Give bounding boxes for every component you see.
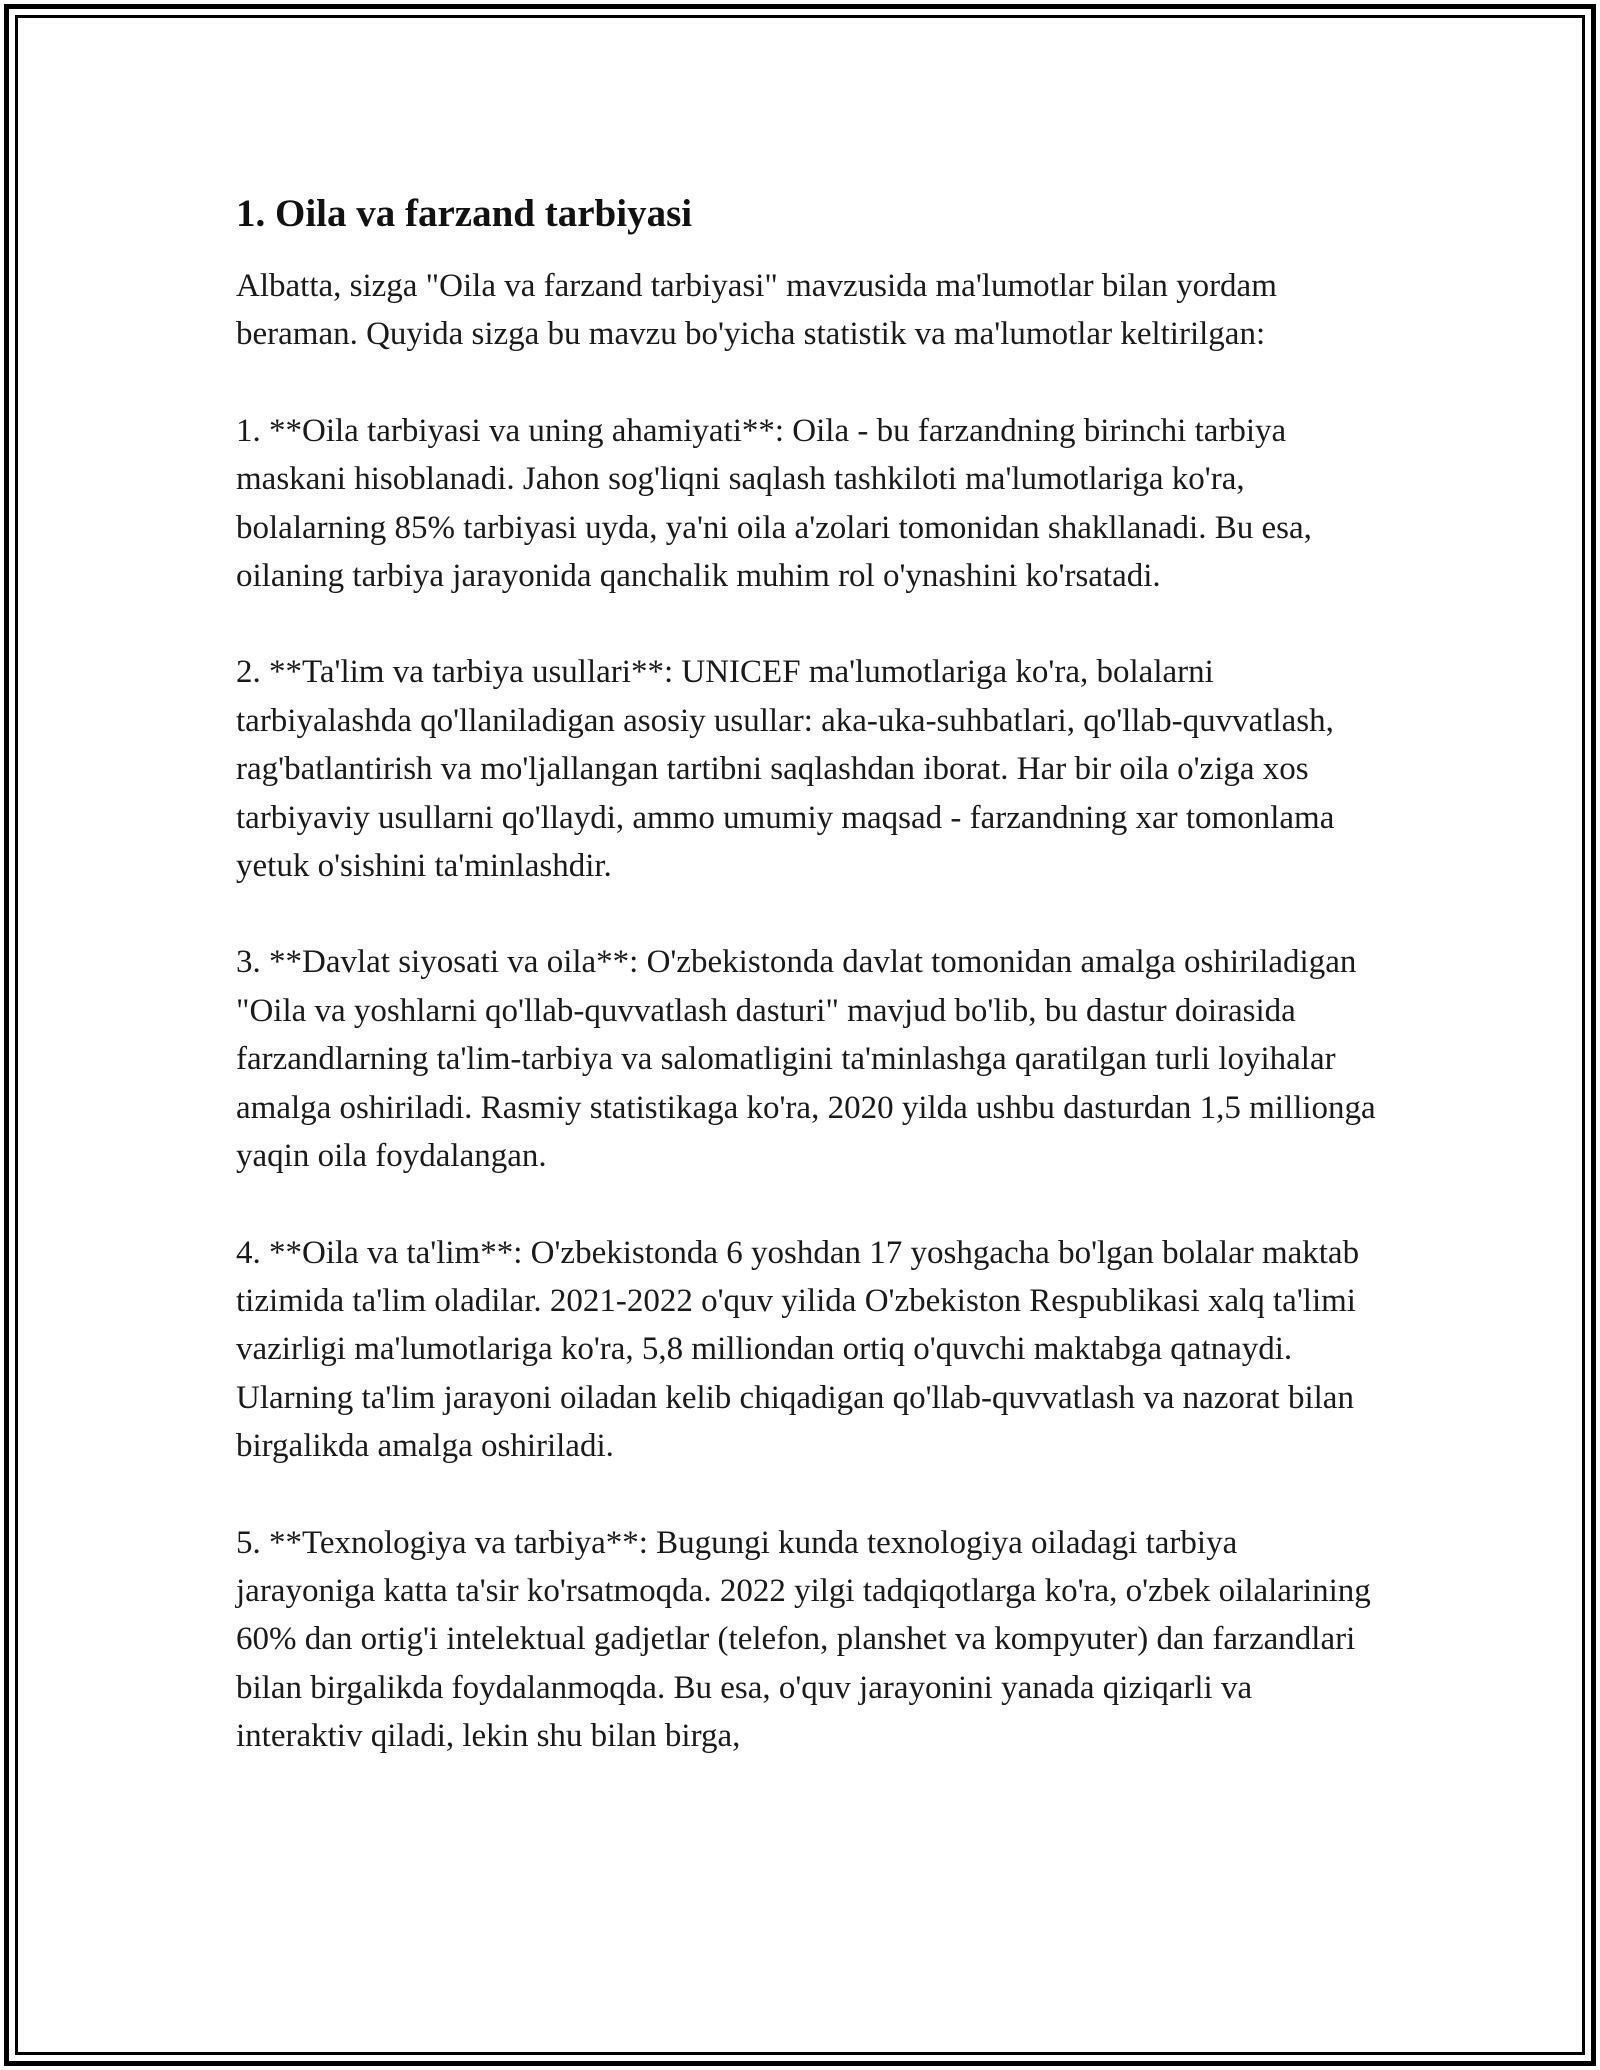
- intro-paragraph: Albatta, sizga "Oila va farzand tarbiyasi" mavzusida ma'lumotlar bilan yordam beraman. Quyida sizga bu mavzu bo'yicha statistik va ma'lumotlar keltirilgan:: [236, 268, 1277, 353]
- document-title: 1. Oila va farzand tarbiyasi: [236, 192, 693, 235]
- paragraph-family-upbringing: 1. **Oila tarbiyasi va uning ahamiyati**: Oila - bu farzandning birinchi tarbiya maskani hisoblanadi. Jahon sog'liqni saqlash tashkiloti ma'lumotlariga ko'ra, bolalarning 85% tarbiyasi uyda, ya'ni oila a'zolari tomonidan shakllanadi. Bu esa, oilaning tarbiya jarayonida qanchalik muhim rol o'ynashini ko'rsatadi.: [236, 412, 1312, 595]
- paragraph-education-methods: 2. **Ta'lim va tarbiya usullari**: UNICEF ma'lumotlariga ko'ra, bolalarni tarbiyalashda qo'llaniladigan asosiy usullar: aka-uka-suhbatlari, qo'llab-quvvatlash, rag'batlantirish va mo'ljallangan tartibni saqlashdan iborat. Har bir oila o'ziga xos tarbiyaviy usullarni qo'llaydi, ammo umumiy maqsad - farzandning xar tomonlama yetuk o'sishini ta'minlashdir.: [236, 654, 1335, 885]
- paragraph-family-education: 4. **Oila va ta'lim**: O'zbekistonda 6 yoshdan 17 yoshgacha bo'lgan bolalar maktab tizimida ta'lim oladilar. 2021-2022 o'quv yilida O'zbekiston Respublikasi xalq ta'limi vazirligi ma'lumotlariga ko'ra, 5,8 milliondan ortiq o'quvchi maktabga qatnaydi. Ularning ta'lim jarayoni oiladan kelib chiqadigan qo'llab-quvvatlash va nazorat bilan birgalikda amalga oshiriladi.: [236, 1234, 1360, 1465]
- paragraph-technology: 5. **Texnologiya va tarbiya**: Bugungi kunda texnologiya oiladagi tarbiya jarayoniga katta ta'sir ko'rsatmoqda. 2022 yilgi tadqiqotlarga ko'ra, o'zbek oilalarining 60% dan ortig'i intelektual gadjetlar (telefon, planshet va kompyuter) dan farzandlari bilan birgalikda foydalanmoqda. Bu esa, o'quv jarayonini yanada qiziqarli va interaktiv qiladi, lekin shu bilan birga,: [236, 1524, 1371, 1755]
- paragraph-state-policy: 3. **Davlat siyosati va oila**: O'zbekistonda davlat tomonidan amalga oshiriladigan "Oila va yoshlarni qo'llab-quvvatlash dasturi" mavjud bo'lib, bu dastur doirasida farzandlarning ta'lim-tarbiya va salomatligini ta'minlashga qaratilgan turli loyihalar amalga oshiriladi. Rasmiy statistikaga ko'ra, 2020 yilda ushbu dasturdan 1,5 millionga yaqin oila foydalangan.: [236, 944, 1376, 1175]
- document-body: [236, 188, 1376, 1809]
